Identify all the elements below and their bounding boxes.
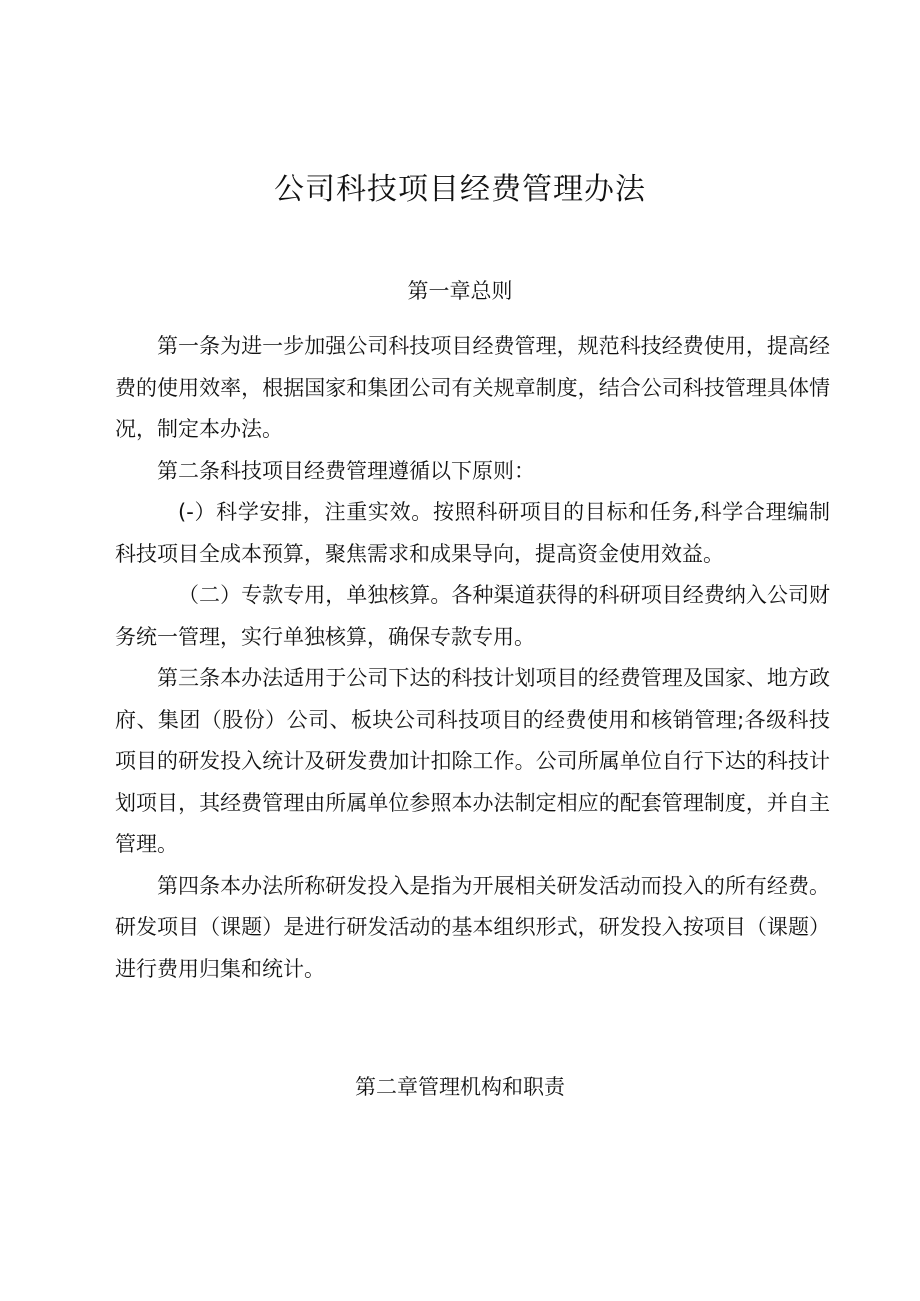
document-title: 公司科技项目经费管理办法	[274, 172, 646, 207]
principle-2-paragraph: （二）专款专用，单独核算。各种渠道获得的科研项目经费纳入公司财务统一管理，实行单独核算，确保专款专用。	[115, 583, 830, 649]
chapter-2-heading: 第二章管理机构和职责	[355, 1075, 565, 1099]
chapter-1-body	[115, 326, 830, 990]
article-2-paragraph: 第二条科技项目经费管理遵循以下原则：	[157, 458, 535, 483]
article-3-paragraph: 第三条本办法适用于公司下达的科技计划项目的经费管理及国家、地方政府、集团（股份）公司、板块公司科技项目的经费使用和核销管理;各级科技项目的研发投入统计及研发费加计扣除工作。公司所属单位自行下达的科技计划项目，其经费管理由所属单位参照本办法制定相应的配套管理制度，并自主管理。	[115, 666, 830, 856]
principle-1-paragraph: (-）科学安排，注重实效。按照科研项目的目标和任务,科学合理编制科技项目全成本预算，聚焦需求和成果导向，提高资金使用效益。	[115, 500, 830, 566]
article-1-paragraph: 第一条为进一步加强公司科技项目经费管理，规范科技经费使用，提高经费的使用效率，根据国家和集团公司有关规章制度，结合公司科技管理具体情况，制定本办法。	[115, 334, 830, 441]
article-4-paragraph: 第四条本办法所称研发投入是指为开展相关研发活动而投入的所有经费。研发项目（课题）是进行研发活动的基本组织形式，研发投入按项目（课题）进行费用归集和统计。	[115, 873, 830, 981]
chapter-1-heading: 第一章总则	[407, 279, 513, 303]
